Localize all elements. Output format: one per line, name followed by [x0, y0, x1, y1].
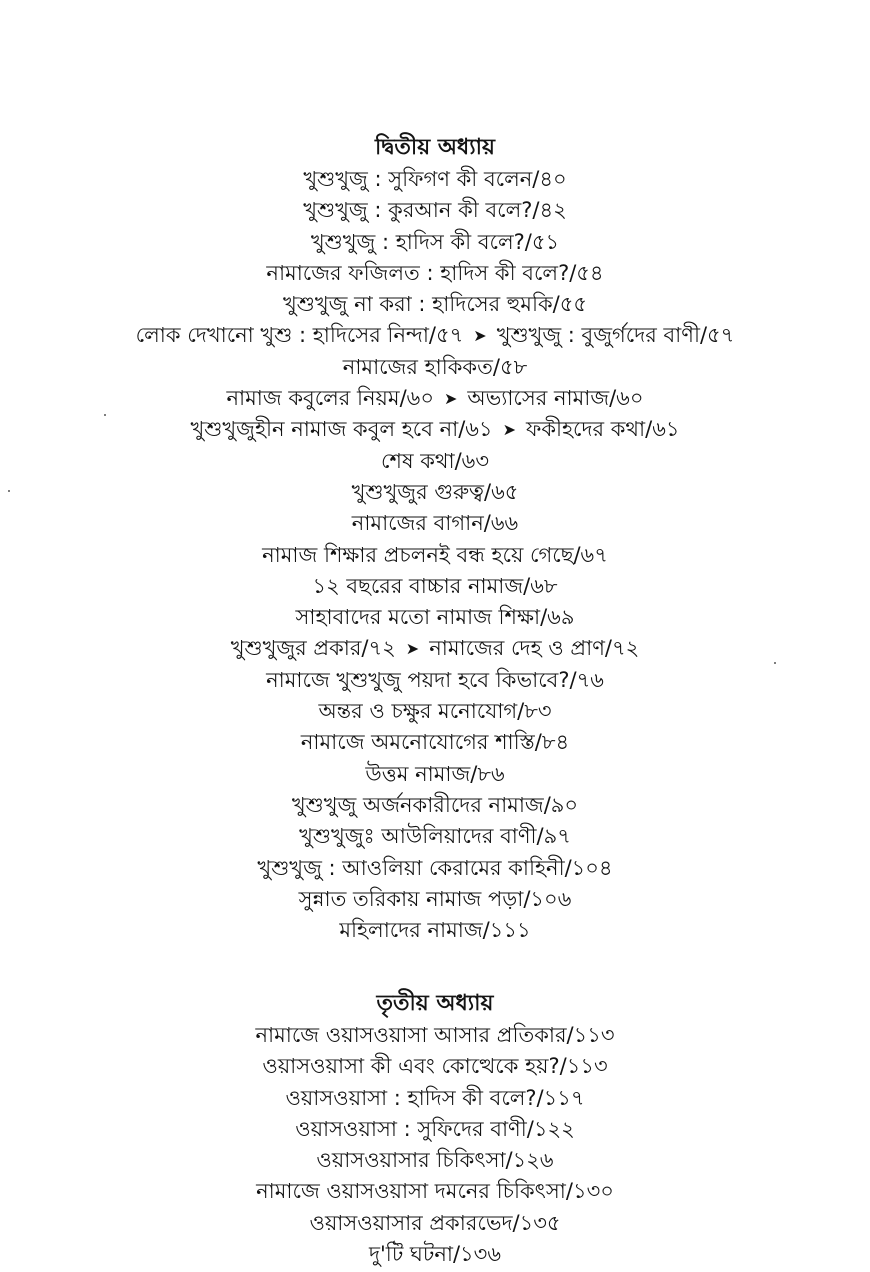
toc-entry: খুশুখুজুর প্রকার/৭২	[230, 636, 396, 661]
toc-entry: ১২ বছরের বাচ্চার নামাজ/৬৮	[312, 573, 558, 598]
toc-line	[0, 602, 870, 633]
toc-entry: খুশুখুজুহীন নামাজ কবুল হবে না/৬১	[190, 417, 493, 442]
toc-line	[0, 195, 870, 226]
toc-line	[0, 633, 870, 664]
toc-line	[0, 414, 870, 445]
toc-entry: নামাজে ওয়াসওয়াসা দমনের চিকিৎসা/১৩০	[256, 1179, 614, 1204]
toc-line	[0, 1020, 870, 1051]
toc-line	[0, 1239, 870, 1270]
toc-line	[0, 821, 870, 852]
toc-entry: অভ্যাসের নামাজ/৬০	[467, 386, 644, 411]
toc-entry: দু'টি ঘটনা/১৩৬	[369, 1242, 501, 1267]
toc-entry: ওয়াসওয়াসা : সুফিদের বাণী/১২২	[295, 1116, 575, 1141]
toc-line	[0, 508, 870, 539]
toc-line	[0, 289, 870, 320]
toc-entry: নামাজের ফজিলত : হাদিস কী বলে?/৫৪	[266, 260, 604, 285]
arrowhead-right-icon: ➤	[473, 326, 487, 346]
arrowhead-right-icon: ➤	[443, 389, 458, 409]
toc-entry: খুশুখুজু না করা : হাদিসের হুমকি/৫৫	[283, 292, 587, 317]
arrowhead-right-icon: ➤	[405, 639, 420, 659]
toc-line	[0, 759, 870, 790]
toc-entry: নামাজ কবুলের নিয়ম/৬০	[226, 386, 434, 411]
toc-line	[0, 665, 870, 696]
toc-line	[0, 696, 870, 727]
chapter-heading: তৃতীয় অধ্যায়	[376, 991, 494, 1016]
toc-entry: নামাজ শিক্ষার প্রচলনই বন্ধ হয়ে গেছে/৬৭	[262, 542, 608, 567]
toc-entry: খুশুখুজু : কুরআন কী বলে?/৪২	[303, 198, 567, 223]
scan-speck	[774, 662, 776, 664]
toc-line	[0, 258, 870, 289]
toc-entry: সাহাবাদের মতো নামাজ শিক্ষা/৬৯	[295, 605, 575, 630]
toc-line	[0, 352, 870, 383]
toc-entry: নামাজে খুশুখুজু পয়দা হবে কিভাবে?/৭৬	[266, 667, 604, 692]
toc-entry: ওয়াসওয়াসা : হাদিস কী বলে?/১১৭	[285, 1085, 585, 1110]
toc-entry: খুশুখুজুর গুরুত্ব/৬৫	[351, 479, 519, 504]
toc-line	[0, 853, 870, 884]
toc-entry: নামাজের দেহ ও প্রাণ/৭২	[429, 636, 640, 661]
toc-line	[0, 884, 870, 915]
toc-line	[0, 540, 870, 571]
toc-line	[0, 915, 870, 946]
toc-entry: অন্তর ও চক্ষুর মনোযোগ/৮৩	[318, 699, 552, 724]
toc-line	[0, 1208, 870, 1239]
toc-line	[0, 1114, 870, 1145]
toc-line	[0, 320, 870, 351]
toc-list	[0, 1020, 870, 1270]
toc-entry: শেষ কথা/৬৩	[381, 448, 489, 473]
toc-line	[0, 727, 870, 758]
toc-entry: ওয়াসওয়াসার প্রকারভেদ/১৩৫	[309, 1210, 561, 1235]
toc-entry: খুশুখুজু : হাদিস কী বলে?/৫১	[310, 229, 560, 254]
arrowhead-right-icon: ➤	[502, 420, 516, 440]
toc-line	[0, 1176, 870, 1207]
toc-entry: ওয়াসওয়াসা কী এবং কোত্থেকে হয়?/১১৩	[262, 1054, 608, 1079]
chapter-2-section	[0, 132, 870, 946]
toc-line	[0, 227, 870, 258]
toc-line	[0, 164, 870, 195]
toc-entry: খুশুখুজু : বুজুর্গদের বাণী/৫৭	[496, 323, 735, 348]
toc-line	[0, 477, 870, 508]
toc-entry: মহিলাদের নামাজ/১১১	[339, 918, 531, 943]
toc-entry: উত্তম নামাজ/৮৬	[365, 761, 505, 786]
toc-entry: খুশুখুজুঃ আউলিয়াদের বাণী/৯৭	[299, 824, 571, 849]
toc-entry: খুশুখুজু : সুফিগণ কী বলেন/৪০	[303, 167, 567, 191]
toc-entry: নামাজে ওয়াসওয়াসা আসার প্রতিকার/১১৩	[255, 1023, 615, 1047]
chapter-heading: দ্বিতীয় অধ্যায়	[375, 135, 495, 160]
toc-entry: নামাজের বাগান/৬৬	[351, 511, 519, 536]
toc-entry: ওয়াসওয়াসার চিকিৎসা/১২৬	[316, 1148, 554, 1173]
toc-line	[0, 383, 870, 414]
scan-speck	[8, 490, 10, 492]
toc-entry: ফকীহদের কথা/৬১	[525, 417, 680, 442]
toc-entry: নামাজের হাকিকত/৫৮	[342, 354, 528, 379]
scan-speck	[104, 414, 106, 416]
toc-line	[0, 1145, 870, 1176]
toc-entry: নামাজে অমনোযোগের শাস্তি/৮৪	[300, 730, 570, 755]
toc-entry: লোক দেখানো খুশু : হাদিসের নিন্দা/৫৭	[135, 323, 464, 348]
toc-line	[0, 1083, 870, 1114]
toc-line	[0, 446, 870, 477]
toc-entry: সুন্নাত তরিকায় নামাজ পড়া/১০৬	[298, 886, 572, 911]
toc-line	[0, 571, 870, 602]
toc-list	[0, 164, 870, 946]
chapter-3-section	[0, 988, 870, 1270]
toc-line	[0, 1051, 870, 1082]
toc-entry: খুশুখুজু অর্জনকারীদের নামাজ/৯০	[291, 792, 579, 817]
toc-entry: খুশুখুজু : আওলিয়া কেরামের কাহিনী/১০৪	[257, 855, 613, 880]
toc-line	[0, 790, 870, 821]
